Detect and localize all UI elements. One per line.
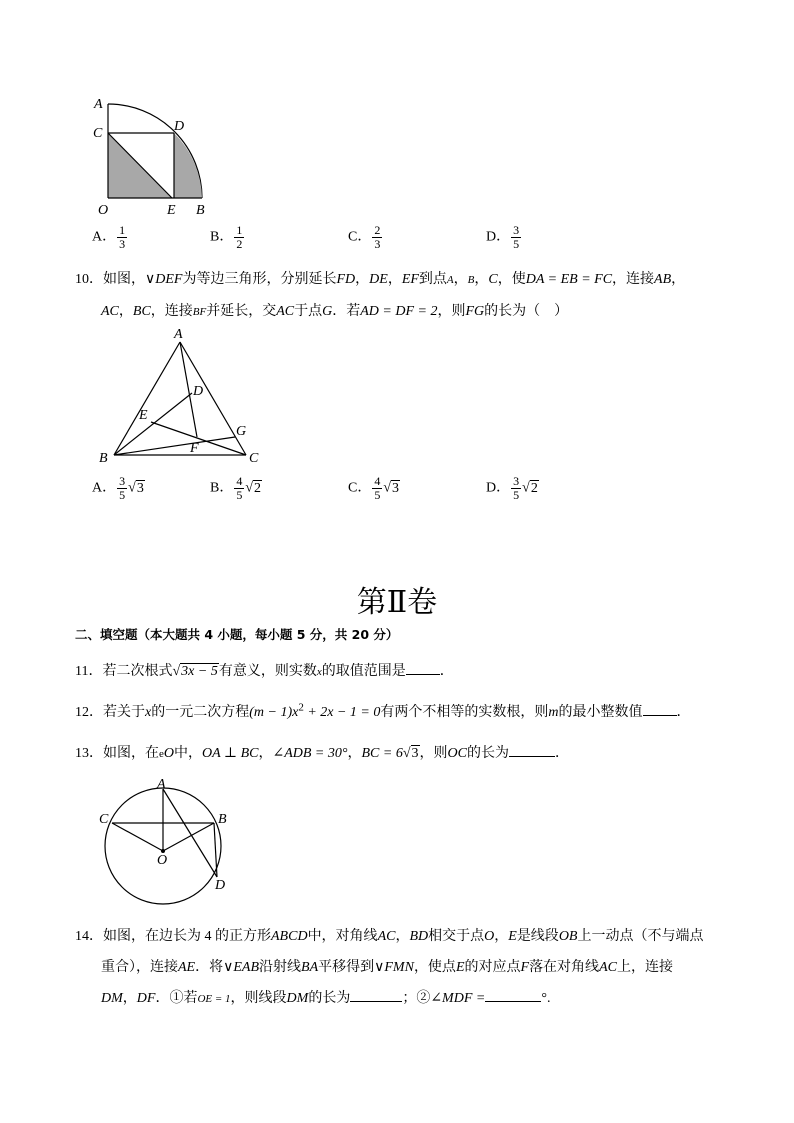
q14-line-2 [101,956,673,976]
option-letter: D． [486,229,511,245]
denominator: 5 [513,488,520,502]
q10-figure [96,326,268,468]
text: 重合），连接 [101,960,178,975]
text: ， [474,272,489,287]
text: ，则 [419,746,448,761]
text: ， [258,746,273,761]
math: OB [558,929,578,944]
radicand: 3x − 5 [181,664,218,679]
q9-label-a: A [94,97,103,112]
text: ；② [402,991,431,1006]
q9-label-e: E [167,203,176,218]
text: ， [347,746,362,761]
denominator: 5 [119,488,126,502]
text: 若二次根式 [102,664,173,679]
text: ，使点 [413,960,456,975]
math: OE = 1 [197,993,231,1005]
numerator: 3 [513,474,520,488]
numerator: 1 [119,223,126,237]
math: DF [136,991,156,1006]
math: OA ⊥ BC [202,746,259,761]
math: A [446,274,454,286]
section-title: 第Ⅱ卷 [356,586,438,619]
math: EF [401,272,419,287]
option-letter: D． [486,480,511,496]
math: DM [101,991,123,1006]
denominator: 2 [236,237,243,251]
text: ， [118,304,133,319]
sqrt-sign: √ [172,664,181,679]
denominator: 5 [236,488,243,502]
q13-label-a: A [157,777,166,792]
text: ，连接 [150,304,193,319]
question-number: 10． [75,272,103,287]
sqrt-sign: √ [245,480,254,496]
text: 的一元二次方程 [151,705,250,720]
denominator: 5 [374,488,381,502]
math: B [467,274,475,286]
text: 为等边三角形，分别延长 [182,272,337,287]
q10-label-e: E [139,408,148,423]
math: BC = 6 [361,746,403,761]
numerator: 4 [236,474,243,488]
q12-line [75,701,691,721]
text: 上，连接 [616,960,673,975]
text: ， [453,272,468,287]
fraction [372,475,382,502]
q10-label-d: D [193,384,204,399]
text: 有两个不相等的实数根，则 [380,705,549,720]
text: ．若 [332,304,361,319]
option-letter: A． [92,480,117,496]
math: DM [286,991,309,1006]
radicand: 3 [411,746,419,761]
math: AD = DF = 2 [360,304,438,319]
text: ． [439,664,454,679]
q13-line-ob [163,823,214,851]
q13-label-c: C [99,812,109,827]
circle-symbol: e [159,748,164,760]
q10-line-bg [114,437,235,455]
text: ， [355,272,370,287]
q9-figure [88,92,218,220]
q10-option-d [486,475,539,502]
text: °. [541,991,551,1006]
q10-label-g: G [236,424,247,439]
sqrt-sign: √ [522,480,530,496]
q9-label-o: O [98,203,109,218]
math: + 2x − 1 = 0 [303,705,381,720]
text: ，则 [437,304,466,319]
math: O [163,746,175,761]
text: 上一动点（不与端点 [577,929,704,944]
math: ∨DEF [145,272,183,287]
math: AC [599,960,617,975]
text: 有意义，则实数 [218,664,317,679]
math: OC [447,746,467,761]
numerator: 3 [119,474,126,488]
answer-blank[interactable] [509,742,555,757]
text: ， [671,272,686,287]
q13-label-d: D [215,878,226,893]
fraction [234,475,244,502]
text: ， [387,272,402,287]
radicand: 2 [254,480,262,496]
math: FG [465,304,485,319]
text: 相交于点 [428,929,485,944]
text: 如图， [103,272,145,287]
text: ， [395,929,410,944]
q9-option-d [486,224,522,251]
math: AC [377,929,396,944]
numerator: 3 [513,223,520,237]
text: 中，对角线 [307,929,378,944]
sqrt-sign: √ [402,746,411,761]
fraction [234,224,244,251]
q14-line-1 [75,925,703,945]
q13-label-o: O [157,853,168,868]
sqrt-sign: √ [383,480,392,496]
q10-line-2 [101,300,568,320]
math: BF [192,306,207,318]
math: AC [276,304,295,319]
radicand: 2 [530,480,538,496]
math: AE [178,960,196,975]
text: 中， [174,746,203,761]
math: AB [654,272,672,287]
fraction [117,224,127,251]
text: 落在对角线 [529,960,600,975]
fraction [511,475,521,502]
option-letter: C． [348,229,372,245]
sqrt-sign: √ [128,480,136,496]
q10-label-a: A [174,327,183,342]
text: 平移得到 [318,960,375,975]
math: BD [409,929,429,944]
q10-label-b: B [99,451,108,466]
text: ，则线段 [230,991,287,1006]
q10-option-c [348,475,400,502]
q13-figure [92,772,242,908]
q13-line-oc [112,823,163,851]
denominator: 5 [513,237,520,251]
math: G [322,304,333,319]
math: DA = EB = FC [525,272,613,287]
math: ∠ADB = 30° [272,746,348,761]
q10-option-b [210,475,262,502]
text: 沿射线 [259,960,302,975]
text: ，连接 [612,272,655,287]
text: 的取值范围是 [321,664,406,679]
q9-option-c [348,224,383,251]
math: x [316,666,322,678]
numerator: 1 [236,223,243,237]
math: 2 [298,701,304,714]
math: ∨EAB [223,960,260,975]
text: 如图，在 [103,746,159,761]
text: 的最小整数值 [558,705,643,720]
answer-blank[interactable] [643,701,677,716]
math: C [488,272,498,287]
radicand: 3 [392,480,400,496]
math: E [455,960,465,975]
math: (m − 1)x [249,705,299,720]
q9-label-c: C [93,126,103,141]
math: x [145,705,152,720]
q10-label-c: C [249,451,259,466]
q9-option-b [210,224,245,251]
q14-line-3 [101,987,550,1007]
q9-shaded-segment [174,133,202,198]
text: 如图，在边长为 4 的正方形 [103,929,271,944]
math: E [508,929,517,944]
q13-label-b: B [218,812,227,827]
text: 的长为（ ） [484,304,569,319]
text: 于点 [294,304,323,319]
q13-line-ad [163,789,217,877]
fraction [117,475,127,502]
question-number: 14． [75,929,103,944]
answer-blank[interactable] [406,660,440,675]
text: 是线段 [516,929,559,944]
denominator: 3 [119,237,126,251]
q13-line-bd [214,823,217,877]
question-number: 12． [75,705,103,720]
math: ABCD [271,929,308,944]
text: ， [494,929,509,944]
math: FD [336,272,356,287]
math: O [484,929,495,944]
numerator: 2 [374,223,381,237]
text: 的长为 [466,746,509,761]
math: DE [369,272,388,287]
question-number: 11． [75,664,103,679]
q10-option-a [92,475,145,502]
denominator: 3 [374,237,381,251]
q10-line-1 [75,268,685,288]
q13-line [75,742,569,762]
section-heading: 二、填空题（本大题共 4 小题，每小题 5 分，共 20 分） [75,627,399,642]
text: ．将 [195,960,224,975]
math: ∨FMN [374,960,414,975]
answer-blank[interactable] [485,987,541,1002]
question-number: 13． [75,746,103,761]
text: ． [676,705,691,720]
answer-blank[interactable] [350,987,402,1002]
text: 到点 [418,272,447,287]
text: 的长为 [308,991,351,1006]
text: ．①若 [155,991,198,1006]
math: AC [101,304,119,319]
text: 的对应点 [464,960,521,975]
math: F [520,960,530,975]
option-letter: C． [348,480,372,496]
math: BA [301,960,319,975]
text: 并延长，交 [206,304,277,319]
math: m [548,705,559,720]
option-letter: A． [92,229,117,245]
text: ， [122,991,137,1006]
q11-line [75,660,454,680]
fraction [511,224,521,251]
option-letter: B． [210,229,234,245]
q9-option-a [92,224,128,251]
q10-label-f: F [190,441,199,456]
text: 若关于 [103,705,145,720]
q9-label-b: B [196,203,205,218]
fraction [372,224,382,251]
radicand: 3 [136,480,144,496]
math: BC [132,304,151,319]
numerator: 4 [374,474,381,488]
q9-label-d: D [174,119,185,134]
option-letter: B． [210,480,234,496]
q10-line-ab [114,342,180,455]
text: ，使 [497,272,526,287]
math: ∠MDF = [430,991,486,1006]
text: ． [554,746,569,761]
